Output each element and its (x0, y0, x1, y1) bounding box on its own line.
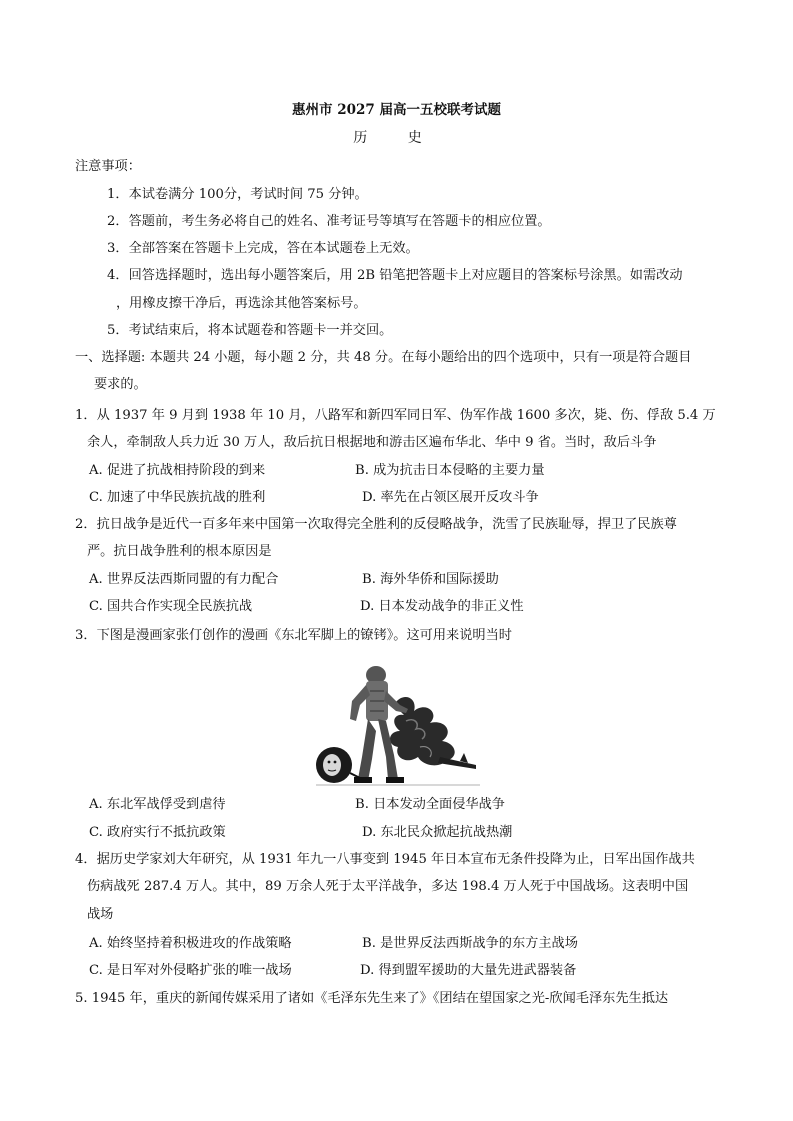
question-1-text: 1．从 1937 年 9 月到 1938 年 10 月，八路军和新四军同日军、伪军作战 1600 多次，毙、伤、俘敌 5.4 万 (75, 408, 716, 423)
cartoon-figure (310, 661, 482, 789)
question-4-option-d[interactable]: D. 得到盟军援助的大量先进武器装备 (360, 963, 577, 978)
question-4-option-b[interactable]: B. 是世界反法西斯战争的东方主战场 (362, 936, 578, 951)
question-1-text: 余人，牵制敌人兵力近 30 万人，敌后抗日根据地和游击区遍布华北、华中 9 省。当时，敌后斗争 (87, 435, 657, 450)
question-4-text: 战场 (87, 907, 114, 922)
notice-item: ，用橡皮擦干净后，再选涂其他答案标号。 (116, 296, 367, 311)
question-3-option-d[interactable]: D. 东北民众掀起抗战热潮 (362, 825, 513, 840)
question-1-option-b[interactable]: B. 成为抗击日本侵略的主要力量 (355, 463, 545, 478)
notice-item: 2．答题前，考生务必将自己的姓名、准考证号等填写在答题卡的相应位置。 (107, 214, 551, 229)
question-3-text: 3．下图是漫画家张仃创作的漫画《东北军脚上的镣铐》。这可用来说明当时 (75, 628, 512, 643)
question-3-option-b[interactable]: B. 日本发动全面侵华战争 (355, 797, 505, 812)
question-5-text: 5. 1945 年，重庆的新闻传媒采用了诸如《毛泽东先生来了》《团结在望国家之光-欣闻毛泽东先生抵达 (75, 991, 669, 1006)
notice-item: 1．本试卷满分 100分，考试时间 75 分钟。 (107, 187, 368, 202)
question-4-option-a[interactable]: A. 始终坚持着积极进攻的作战策略 (89, 936, 292, 951)
section-heading-cont: 要求的。 (94, 377, 147, 392)
question-1-option-d[interactable]: D. 率先在占领区展开反攻斗争 (362, 490, 539, 505)
notice-item: 5．考试结束后，将本试题卷和答题卡一并交回。 (107, 323, 393, 338)
question-2-option-a[interactable]: A. 世界反法西斯同盟的有力配合 (89, 572, 279, 587)
question-1-option-c[interactable]: C. 加速了中华民族抗战的胜利 (89, 490, 266, 505)
question-2-text: 严。抗日战争胜利的根本原因是 (87, 544, 272, 559)
question-2-option-d[interactable]: D. 日本发动战争的非正义性 (360, 599, 524, 614)
notice-heading: 注意事项： (75, 159, 141, 174)
question-1-option-a[interactable]: A. 促进了抗战相持阶段的到来 (89, 463, 266, 478)
question-3-option-c[interactable]: C. 政府实行不抵抗政策 (89, 825, 226, 840)
notice-item: 3．全部答案在答题卡上完成，答在本试题卷上无效。 (107, 241, 419, 256)
notice-item: 4．回答选择题时，选出每小题答案后，用 2B 铅笔把答题卡上对应题目的答案标号涂黑。如需改动 (107, 268, 683, 283)
section-heading: 一、选择题: 本题共 24 小题，每小题 2 分，共 48 分。在每小题给出的四个选项中，只有一项是符合题目 (75, 350, 692, 365)
question-2-option-b[interactable]: B. 海外华侨和国际援助 (362, 572, 499, 587)
question-3-option-a[interactable]: A. 东北军战俘受到虐待 (89, 797, 226, 812)
question-4-option-c[interactable]: C. 是日军对外侵略扩张的唯一战场 (89, 963, 292, 978)
exam-subject: 历 史 (353, 130, 440, 146)
question-2-text: 2．抗日战争是近代一百多年来中国第一次取得完全胜利的反侵略战争，洗雪了民族耻辱，捍卫了民族尊 (75, 517, 677, 532)
question-4-text: 伤病战死 287.4 万人。其中，89 万余人死于太平洋战争，多达 198.4 万人死于中国战场。这表明中国 (87, 879, 689, 894)
exam-title: 惠州市 2027 届高一五校联考试题 (292, 102, 501, 118)
question-2-option-c[interactable]: C. 国共合作实现全民族抗战 (89, 599, 253, 614)
question-4-text: 4．据历史学家刘大年研究，从 1931 年九一八事变到 1945 年日本宣布无条件投降为止，日军出国作战共 (75, 852, 695, 867)
